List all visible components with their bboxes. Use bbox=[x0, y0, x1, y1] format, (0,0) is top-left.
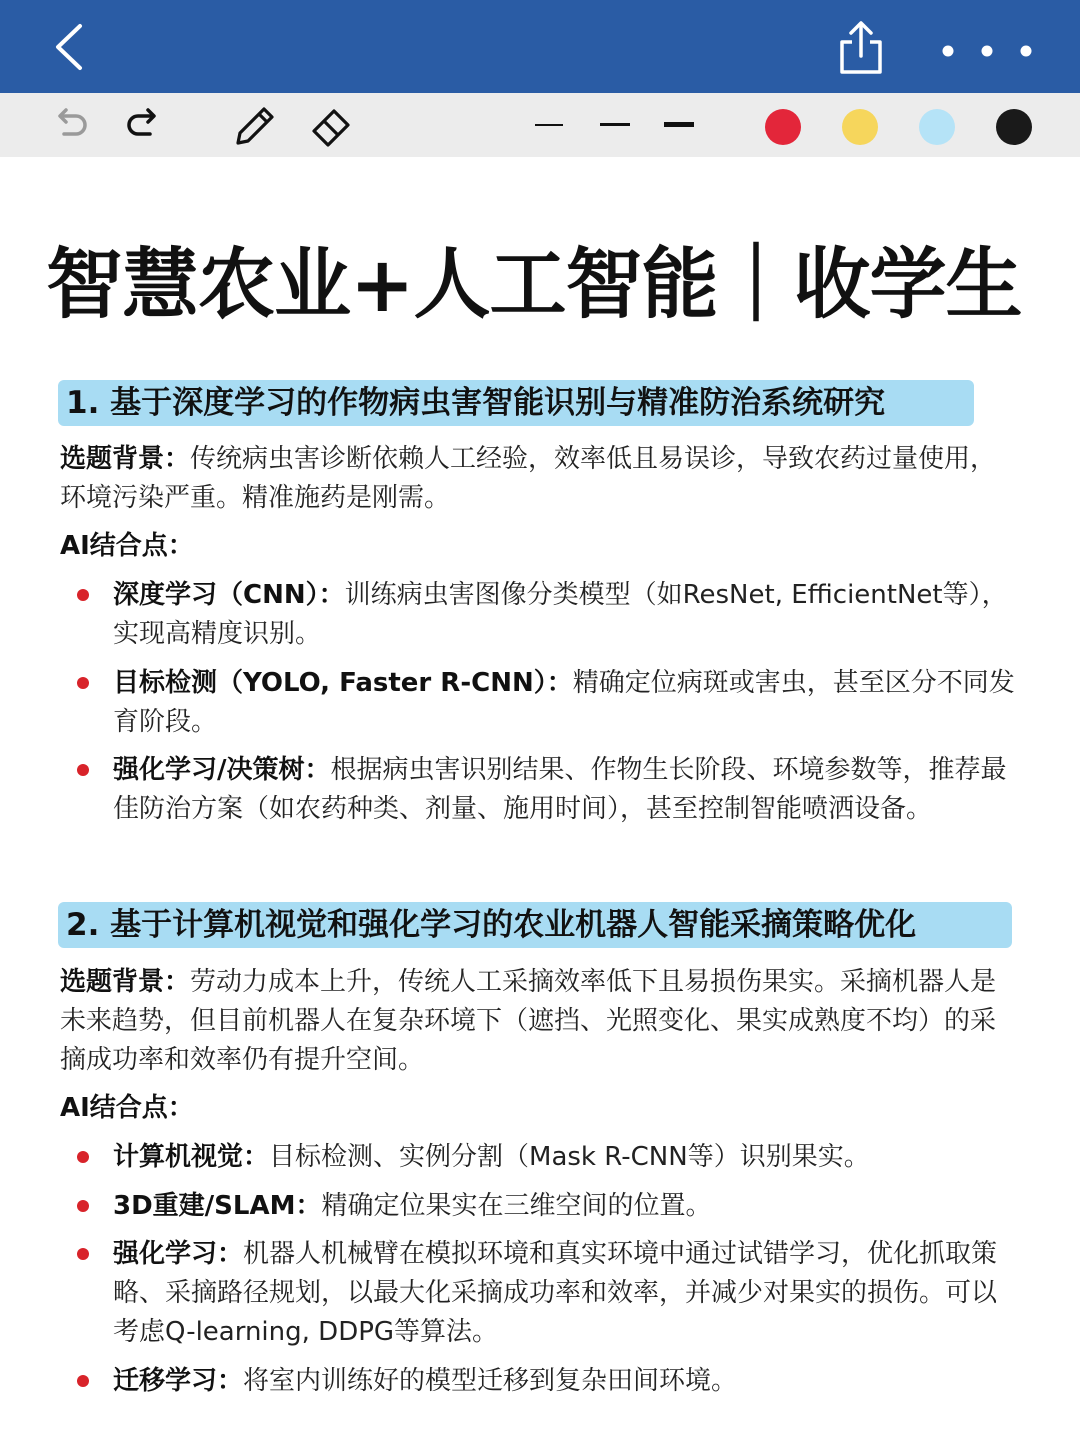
bullet-icon bbox=[77, 1375, 89, 1387]
section2-background-text: 劳动力成本上升，传统人工采摘效率低下且易损伤果实。采摘机器人是未来趋势，但目前机器人在复杂环境下（遮挡、光照变化、果实成熟度不均）的采摘成功率和效率仍有提升空间。 bbox=[60, 967, 997, 1075]
stroke-medium-option[interactable] bbox=[600, 123, 630, 126]
item-label: 深度学习（CNN）： bbox=[113, 580, 345, 610]
color-swatch-black[interactable] bbox=[996, 109, 1032, 145]
section1-heading: 1. 基于深度学习的作物病虫害智能识别与精准防治系统研究 bbox=[58, 380, 974, 426]
item-text: 根据病虫害识别结果、作物生长阶段、环境参数等，推荐最佳防治方案（如农药种类、剂量、施用时间），甚至控制智能喷洒设备。 bbox=[113, 755, 1007, 824]
section2-ai-label: AI结合点： bbox=[60, 1093, 194, 1123]
section2-item-transfer bbox=[113, 1362, 1020, 1401]
section2-background-label: 选题背景： bbox=[60, 967, 191, 997]
item-label: 强化学习/决策树： bbox=[113, 755, 331, 785]
stroke-thick-option[interactable] bbox=[664, 122, 694, 127]
bullet-icon bbox=[77, 1248, 89, 1260]
bullet-icon bbox=[77, 764, 89, 776]
section1-item-detection bbox=[113, 664, 1020, 742]
item-text: 机器人机械臂在模拟环境和真实环境中通过试错学习，优化抓取策略、采摘路径规划，以最大化采摘成功率和效率，并减少对果实的损伤。可以考虑Q-learning, DDPG等算法。 bbox=[113, 1239, 998, 1347]
item-label: 计算机视觉： bbox=[113, 1142, 270, 1172]
item-text: 目标检测、实例分割（Mask R-CNN等）识别果实。 bbox=[269, 1142, 870, 1172]
section2-background bbox=[60, 963, 1020, 1080]
item-text: 训练病虫害图像分类模型（如ResNet, EfficientNet等），实现高精度识别。 bbox=[113, 580, 1008, 649]
eraser-icon[interactable] bbox=[308, 103, 356, 149]
top-app-bar bbox=[0, 0, 1080, 93]
undo-icon[interactable] bbox=[50, 107, 90, 143]
color-swatch-yellow[interactable] bbox=[842, 109, 878, 145]
item-label: 3D重建/SLAM： bbox=[113, 1191, 322, 1221]
section2-item-slam bbox=[113, 1187, 1020, 1226]
item-text: 精确定位病斑或害虫，甚至区分不同发育阶段。 bbox=[113, 668, 1015, 737]
color-swatch-red[interactable] bbox=[765, 109, 801, 145]
section1-ai-label: AI结合点： bbox=[60, 531, 194, 561]
section1-background-label: 选题背景： bbox=[60, 444, 191, 474]
stroke-thin-option[interactable] bbox=[535, 124, 563, 126]
bullet-icon bbox=[77, 589, 89, 601]
annotation-toolbar bbox=[0, 93, 1080, 157]
chevron-left-icon[interactable] bbox=[50, 22, 90, 72]
item-label: 强化学习： bbox=[113, 1239, 244, 1269]
document-title: 智慧农业+人工智能｜收学生 bbox=[46, 241, 1022, 330]
section1-background bbox=[60, 440, 1020, 518]
section1-item-cnn bbox=[113, 576, 1020, 654]
section2-item-cv bbox=[113, 1138, 1020, 1177]
section1-item-rl bbox=[113, 751, 1020, 829]
bullet-icon bbox=[77, 1151, 89, 1163]
share-icon[interactable] bbox=[836, 20, 886, 76]
item-label: 迁移学习： bbox=[113, 1366, 244, 1396]
bullet-icon bbox=[77, 677, 89, 689]
section1-background-text: 传统病虫害诊断依赖人工经验，效率低且易误诊，导致农药过量使用，环境污染严重。精准施药是刚需。 bbox=[60, 444, 997, 513]
item-text: 将室内训练好的模型迁移到复杂田间环境。 bbox=[243, 1366, 738, 1396]
item-text: 精确定位果实在三维空间的位置。 bbox=[321, 1191, 712, 1221]
item-label: 目标检测（YOLO, Faster R-CNN）： bbox=[113, 668, 573, 698]
redo-icon[interactable] bbox=[124, 107, 164, 143]
bullet-icon bbox=[77, 1200, 89, 1212]
section2-item-rl bbox=[113, 1235, 1020, 1352]
color-swatch-light-blue[interactable] bbox=[919, 109, 955, 145]
section2-heading: 2. 基于计算机视觉和强化学习的农业机器人智能采摘策略优化 bbox=[58, 902, 1012, 948]
more-dots-icon[interactable] bbox=[935, 38, 1040, 64]
pencil-icon[interactable] bbox=[230, 103, 278, 149]
